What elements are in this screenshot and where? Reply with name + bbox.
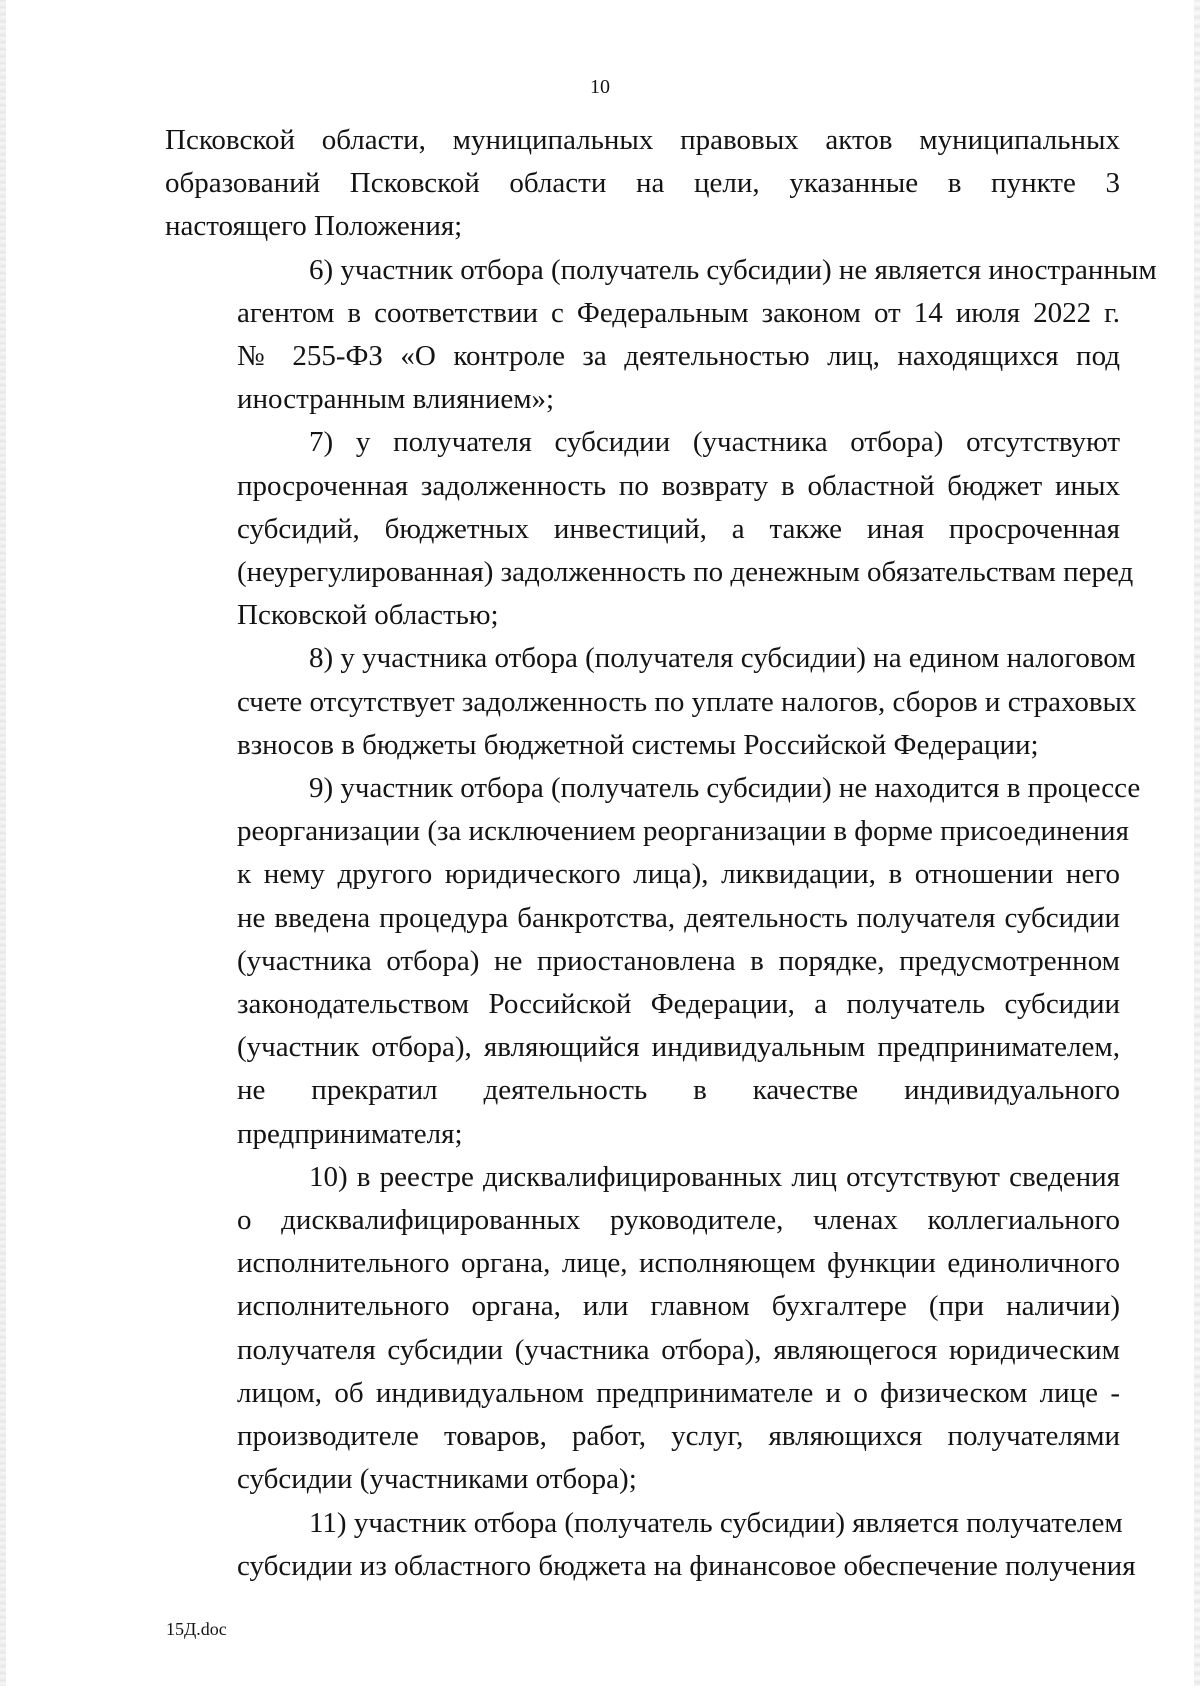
scan-edge-left — [0, 0, 6, 1686]
text-line: 7) у получателя субсидии (участника отбора) отсутствуют — [309, 426, 1120, 459]
paragraph-p-9 — [165, 767, 1141, 1156]
text-line: агентом в соответствии с Федеральным законом от 14 июля 2022 г. — [237, 296, 1120, 329]
text-line: образований Псковской области на цели, указанные в пункте 3 — [165, 167, 1120, 200]
footer-file-name: 15Д.doc — [166, 1619, 227, 1639]
text-line: получателя субсидии (участника отбора), являющегося юридическим — [237, 1333, 1120, 1366]
text-line: 9) участник отбора (получатель субсидии) не находится в процессе — [309, 772, 1141, 805]
text-line: к нему другого юридического лица), ликвидации, в отношении него — [237, 858, 1120, 891]
document-body — [165, 119, 1157, 1588]
text-line: предпринимателя; — [237, 1117, 463, 1150]
scan-edge-right — [1194, 0, 1200, 1686]
text-line: Псковской областью; — [237, 599, 499, 632]
text-line: законодательством Российской Федерации, а получатель субсидии — [237, 988, 1120, 1021]
text-line: 6) участник отбора (получатель субсидии) не является иностранным — [309, 253, 1157, 286]
paragraph-p-11 — [165, 1502, 1136, 1588]
text-line: настоящего Положения; — [165, 210, 463, 243]
text-line: не прекратил деятельность в качестве индивидуального — [237, 1074, 1120, 1107]
text-line: (участник отбора), являющийся индивидуальным предпринимателем, — [237, 1031, 1120, 1064]
page-number: 10 — [590, 76, 610, 98]
text-line: не введена процедура банкротства, деятельность получателя субсидии — [237, 901, 1120, 934]
text-line: о дисквалифицированных руководителе, членах коллегиального — [237, 1204, 1120, 1237]
text-line: № 255-ФЗ «О контроле за деятельностью лиц, находящихся под — [237, 340, 1120, 373]
text-line: иностранным влиянием»; — [237, 383, 555, 416]
paragraph-p-6 — [165, 249, 1157, 422]
text-line: счете отсутствует задолженность по уплате налогов, сборов и страховых — [237, 685, 1137, 718]
text-line: исполнительного органа, лице, исполняющем функции единоличного — [237, 1247, 1120, 1280]
paragraph-p-10 — [165, 1156, 1120, 1502]
text-line: 10) в реестре дисквалифицированных лиц отсутствуют сведения — [309, 1160, 1120, 1193]
text-line: субсидий, бюджетных инвестиций, а также иная просроченная — [237, 512, 1120, 545]
text-line: реорганизации (за исключением реорганизации в форме присоединения — [237, 815, 1129, 848]
text-line: взносов в бюджеты бюджетной системы Российской Федерации; — [237, 728, 1039, 761]
text-line: производителе товаров, работ, услуг, являющихся получателями — [237, 1420, 1120, 1453]
text-line: (участника отбора) не приостановлена в порядке, предусмотренном — [237, 944, 1120, 977]
text-line: просроченная задолженность по возврату в областной бюджет иных — [237, 469, 1120, 502]
text-line: субсидии из областного бюджета на финансовое обеспечение получения — [237, 1549, 1136, 1582]
text-line: исполнительного органа, или главном бухгалтере (при наличии) — [237, 1290, 1120, 1323]
text-line: (неурегулированная) задолженность по денежным обязательствам перед — [237, 556, 1134, 589]
text-line: субсидии (участниками отбора); — [237, 1463, 637, 1496]
paragraph-p-8 — [165, 637, 1137, 767]
paragraph-p-7 — [165, 421, 1134, 637]
text-line: Псковской области, муниципальных правовых актов муниципальных — [165, 124, 1120, 156]
text-line: 11) участник отбора (получатель субсидии) является получателем — [309, 1506, 1123, 1539]
text-line: 8) у участника отбора (получателя субсидии) на едином налоговом — [309, 642, 1136, 675]
text-line: лицом, об индивидуальном предпринимателе и о физическом лице - — [237, 1376, 1120, 1409]
paragraph-p-continuation — [165, 119, 1120, 249]
